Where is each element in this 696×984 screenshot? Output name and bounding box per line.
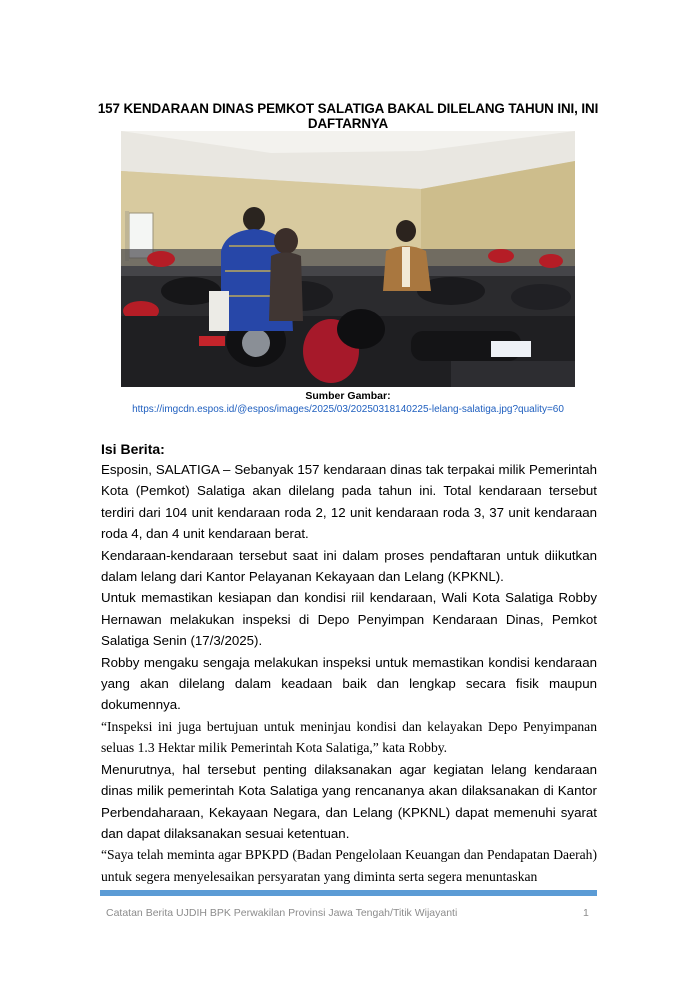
- paragraph: Robby mengaku sengaja melakukan inspeksi untuk memastikan kondisi kendaraan yang akan dilelang dalam keadaan baik dan lengkap secara fisik maupun dokumennya.: [101, 654, 597, 713]
- image-source-label: Sumber Gambar:: [305, 390, 391, 402]
- article-body: [101, 459, 597, 887]
- footer-text: Catatan Berita UJDIH BPK Perwakilan Provinsi Jawa Tengah/Titik Wijayanti: [106, 907, 458, 919]
- paragraph: Esposin, SALATIGA – Sebanyak 157 kendaraan dinas tak terpakai milik Pemerintah Kota (Pemkot) Salatiga akan dilelang pada tahun ini. Total kendaraan tersebut terdiri dari 104 unit kendaraan roda 2, 12 unit kendaraan roda 3, 37 unit kendaraan roda 4, dan 4 unit kendaraan berat.: [101, 462, 597, 542]
- footer-rule: [100, 890, 597, 896]
- image-source-link[interactable]: https://imgcdn.espos.id/@espos/images/2025/03/20250318140225-lelang-salatiga.jpg?quality=60: [132, 404, 564, 415]
- article-photo: [121, 131, 575, 387]
- paragraph: Kendaraan-kendaraan tersebut saat ini dalam proses pendaftaran untuk diikutkan dalam lelang dari Kantor Pelayanan Kekayaan dan Lelang (KPKNL).: [101, 547, 597, 585]
- article-title: 157 KENDARAAN DINAS PEMKOT SALATIGA BAKAL DILELANG TAHUN INI, INI DAFTARNYA: [97, 101, 599, 131]
- quote-paragraph: “Inspeksi ini juga bertujuan untuk meninjau kondisi dan kelayakan Depo Penyimpanan seluas 1.3 Hektar milik Pemerintah Kota Salatiga,” kata Robby.: [101, 718, 597, 756]
- section-heading: Isi Berita:: [101, 441, 165, 457]
- page-number: 1: [583, 907, 589, 919]
- paragraph: Menurutnya, hal tersebut penting dilaksanakan agar kegiatan lelang kendaraan dinas milik pemerintah Kota Salatiga yang rencananya akan dilaksanakan di Kantor Perbendaharaan, Kekayaan Negara, dan Lelang (KPKNL) dapat memenuhi syarat dan dapat dilaksanakan sesuai ketentuan.: [101, 761, 597, 841]
- paragraph: Untuk memastikan kesiapan dan kondisi riil kendaraan, Wali Kota Salatiga Robby Hernawan melakukan inspeksi di Depo Penyimpan Kendaraan Dinas, Pemkot Salatiga Senin (17/3/2025).: [101, 590, 597, 649]
- quote-paragraph: “Saya telah meminta agar BPKPD (Badan Pengelolaan Keuangan dan Pendapatan Daerah) untuk segera menyelesaikan persyaratan yang diminta serta segera menuntaskan: [101, 847, 597, 884]
